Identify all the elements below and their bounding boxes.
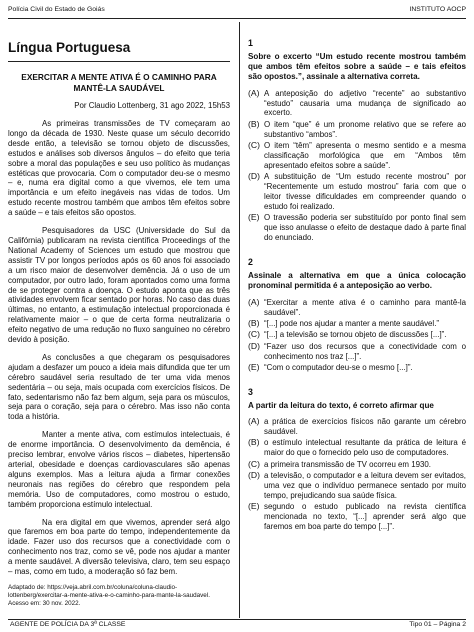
answer-option[interactable]: [248, 298, 466, 318]
question-options: [248, 298, 466, 373]
option-text: “Fazer uso dos recursos que a conectividade com o conhecimento nos traz [...]”.: [264, 341, 466, 361]
option-text: A substituição de “Um estudo recente mostrou” por “Recentemente um estudo mostrou” faria com que o leitor tivesse dificuldades em compreender quando o estudo foi realizado.: [264, 172, 466, 212]
answer-option[interactable]: [248, 342, 466, 362]
answer-option[interactable]: [248, 213, 466, 243]
question-stem: Sobre o excerto “Um estudo recente mostrou também que ambos têm efeitos sobre a saúde – e tais efeitos são opostos.”, assinale a alternativa correta.: [248, 52, 466, 82]
option-letter: (C): [248, 140, 260, 151]
questions-column: [248, 22, 466, 618]
page-footer: [8, 620, 466, 631]
answer-option[interactable]: [248, 363, 466, 373]
answer-option[interactable]: [248, 417, 466, 437]
option-letter: (C): [248, 329, 260, 340]
article-column: [8, 22, 230, 618]
answer-option[interactable]: [248, 172, 466, 212]
option-text: O travessão poderia ser substituído por ponto final sem que isso anulasse o efeito de destaque dado à parte final do enunciado.: [264, 213, 466, 243]
option-text: A anteposição do adjetivo “recente” ao substantivo “estudo” causaria uma mudança de significado ao excerto.: [264, 88, 466, 118]
article-source: Adaptado de: https://veja.abril.com.br/coluna/coluna-claudio-lottenberg/exercitar-a-mente-ativa-e-o-caminho-para-mante-la-saudavel. Acesso em: 30 nov. 2022.: [8, 583, 210, 607]
answer-option[interactable]: [248, 438, 466, 458]
option-letter: (E): [248, 501, 260, 512]
question-number: 2: [248, 257, 253, 268]
option-letter: (D): [248, 340, 260, 351]
header-organizer: INSTITUTO AOCP: [409, 6, 466, 13]
option-letter: (D): [248, 171, 260, 182]
option-letter: (D): [248, 470, 260, 481]
article-paragraph: As conclusões a que chegaram os pesquisadores ajudam a desfazer um pouco a ideia mais difundida que ter um cérebro saudável seria resultado de ter uma vida menos sedentária – ou seja, mais ocupada com exercícios físicos. De fato, sedentarismo não faz bem algum, seja para os músculos, seja para o coração, seja para o cérebro. Mas isso não conta toda a história.: [8, 352, 230, 422]
option-text: a televisão, o computador e a leitura devem ser evitados, uma vez que o indivíduo permanece sentado por muito tempo, prejudicando sua saúde física.: [264, 471, 466, 500]
article-paragraph: Pesquisadores da USC (Universidade do Sul da Califórnia) publicaram na revista científica Proceedings of the National Academy of Sciences um estudo que mostrou que assistir TV por longos períodos após os 60 anos foi associado a um risco maior de desenvolver demência. Já o uso de um computador, por outro lado, foram apontados como uma forma de se proteger contra a doença. O estudo aponta que as três atividades envolvem ficar sentado por horas. No caso das duas últimas, no entanto, a estimulação intelectual proporcionada é relativamente maior – o que de certa forma neutralizaria o efeito negativo de uma redução no fluxo sanguíneo no cérebro devido à posição.: [8, 226, 230, 345]
option-text: a prática de exercícios físicos não garante um cérebro saudável.: [264, 417, 466, 437]
question-number: 3: [248, 386, 253, 397]
article-paragraph: Na era digital em que vivemos, aprender será algo que faremos em boa parte do tempo, independentemente da idade. Fazer uso dos recursos que a conectividade com o conhecimento nos traz, como se vê, pode nos ajudar a manter a mente saudável. A diversão televisiva, claro, tem seu espaço – mas, como em tudo, a moderação só faz bem.: [8, 517, 230, 577]
option-text: o estímulo intelectual resultante da prática de leitura é maior do que o fornecido pelo uso de computadores.: [264, 438, 466, 458]
option-letter: (E): [248, 362, 260, 373]
answer-option[interactable]: [248, 460, 466, 470]
option-letter: (A): [248, 296, 260, 307]
subject-title: Língua Portuguesa: [8, 40, 131, 55]
option-text: O item “têm” apresenta o mesmo sentido e a mesma classificação morfológica que em “Ambos têm apresentado efeitos sobre a saúde”.: [264, 141, 466, 170]
header-institution: Polícia Civil do Estado de Goiás: [8, 6, 105, 13]
option-text: “Com o computador deu-se o mesmo [...]”.: [264, 363, 413, 373]
article-paragraph: Manter a mente ativa, com estímulos intelectuais, é de enorme importância. O desenvolvimento da demência, é preciso lembrar, envolve vários riscos – diabetes, hipertensão arterial, obesidade e doenças cardiovasculares são apenas alguns exemplos. Mas a leitura ajuda a firmar conexões neuronais nas regiões do cérebro que respondem pela memória. Uso de computadores, como mostrou o estudo, também proporciona estímulo intelectual.: [8, 430, 230, 509]
subject-divider: [8, 61, 230, 62]
answer-option[interactable]: [248, 120, 466, 140]
option-text: “[...] a televisão se tornou objeto de discussões [...]”.: [264, 330, 447, 340]
footer-page-info: Tipo 01 – Página 2: [409, 621, 466, 628]
column-divider: [239, 22, 240, 618]
footer-position: AGENTE DE POLÍCIA DA 3ª CLASSE: [10, 621, 126, 628]
answer-option[interactable]: [248, 89, 466, 119]
article-byline: Por Claudio Lottenberg, 31 ago 2022, 15h53: [74, 101, 230, 110]
option-letter: (A): [248, 416, 260, 427]
option-letter: (B): [248, 317, 260, 328]
question-stem: A partir da leitura do texto, é correto afirmar que: [248, 400, 434, 410]
answer-option[interactable]: [248, 471, 466, 501]
question-options: [248, 89, 466, 244]
option-letter: (C): [248, 458, 260, 469]
answer-option[interactable]: [248, 330, 466, 340]
option-letter: (B): [248, 437, 260, 448]
option-letter: (A): [248, 87, 260, 98]
answer-option[interactable]: [248, 502, 466, 532]
option-text: “Exercitar a mente ativa é o caminho para mantê-la saudável”.: [264, 297, 466, 317]
page-header: [8, 5, 466, 17]
option-text: “[...] pode nos ajudar a manter a mente saudável.”: [264, 318, 440, 328]
option-text: O item “que” é um pronome relativo que se refere ao substantivo “ambos”.: [264, 119, 466, 139]
option-text: segundo o estudo publicado na revista científica mencionada no texto, “[...] aprender será algo que faremos em boa parte do tempo [...]”.: [264, 502, 466, 532]
header-divider: [8, 18, 466, 19]
question-number: 1: [248, 38, 253, 48]
option-letter: (E): [248, 212, 260, 223]
option-letter: (B): [248, 118, 260, 129]
article-title: EXERCITAR A MENTE ATIVA É O CAMINHO PARA MANTÊ-LA SAUDÁVEL: [21, 72, 217, 93]
answer-option[interactable]: [248, 141, 466, 171]
answer-option[interactable]: [248, 319, 466, 329]
option-text: a primeira transmissão de TV ocorreu em 1930.: [264, 459, 431, 469]
question-options: [248, 417, 466, 532]
article-paragraph: As primeiras transmissões de TV começaram ao longo da década de 1930. Neste quase um século decorrido desde então, a televisão se tornou objeto de discussões, estudos e análises sob diversos ângulos – do efeito que teria sobre a moral das populações e seu uso político às mudanças estéticas que provocaria. Com o computador deu-se o mesmo – e, numa era digital como a que vivemos, ele tem uma importância e um efeito inegáveis nas vidas de todos. Um estudo recente mostrou também que ambos têm efeitos sobre a saúde – e tais efeitos são opostos.: [8, 119, 230, 218]
question-stem: Assinale a alternativa em que a única colocação pronominal permitida é a anteposição ao verbo.: [248, 271, 466, 291]
